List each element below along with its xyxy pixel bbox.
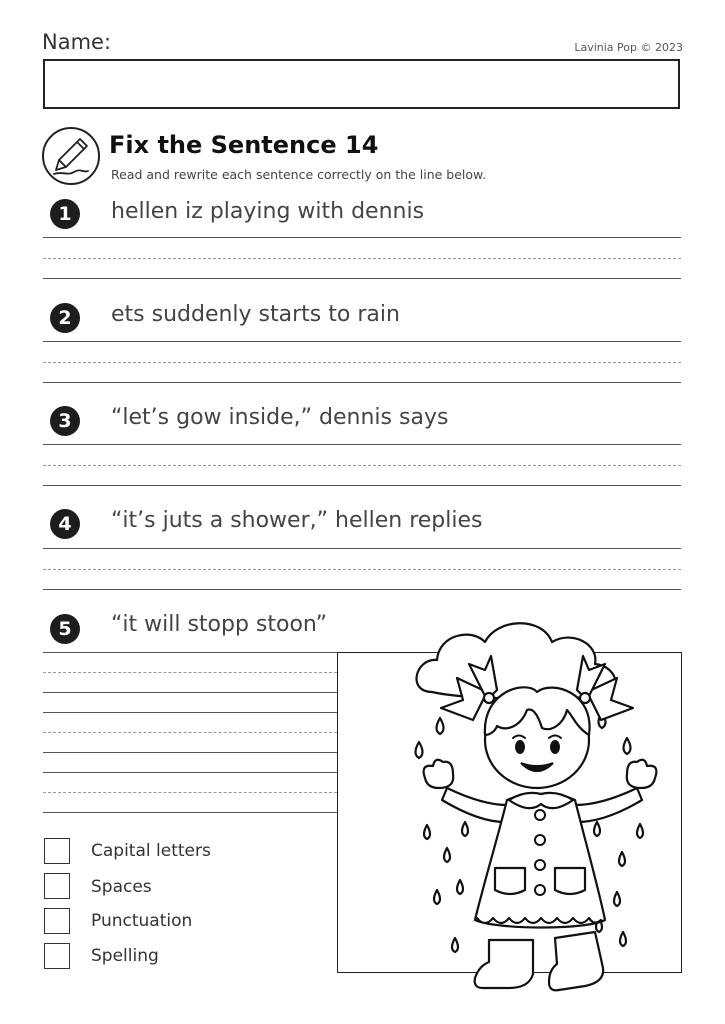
writing-line-base[interactable]	[43, 382, 681, 383]
writing-line-top	[43, 772, 337, 773]
writing-line-base[interactable]	[43, 278, 681, 279]
sentence-text: ets suddenly starts to rain	[111, 302, 400, 327]
writing-line-base[interactable]	[43, 812, 337, 813]
checkbox-capital-letters[interactable]	[44, 838, 70, 864]
writing-line-base[interactable]	[43, 589, 681, 590]
writing-line-mid	[43, 465, 681, 466]
worksheet-instructions: Read and rewrite each sentence correctly on the line below.	[111, 167, 487, 182]
writing-line-top	[43, 712, 337, 713]
sentence-number-badge: 1	[50, 199, 80, 229]
writing-line-top	[43, 341, 681, 342]
checklist-label: Spelling	[91, 946, 159, 966]
writing-line-top	[43, 444, 681, 445]
sentence-text: hellen iz playing with dennis	[111, 199, 425, 224]
writing-line-mid	[43, 732, 337, 733]
sentence-text: “it’s juts a shower,” hellen replies	[111, 508, 483, 533]
girl-in-rain-illustration	[337, 600, 682, 1014]
sentence-number-badge: 4	[50, 509, 80, 539]
writing-line-top	[43, 652, 337, 653]
sentence-number-badge: 2	[50, 303, 80, 333]
sentence-text: “let’s gow inside,” dennis says	[111, 405, 449, 430]
writing-line-mid	[43, 258, 681, 259]
name-label: Name:	[42, 30, 112, 54]
writing-line-mid	[43, 569, 681, 570]
sentence-number-badge: 5	[50, 614, 80, 644]
copyright-credit: Lavinia Pop © 2023	[574, 41, 683, 54]
writing-line-base[interactable]	[43, 752, 337, 753]
writing-line-mid	[43, 362, 681, 363]
writing-line-top	[43, 237, 681, 238]
writing-line-mid	[43, 792, 337, 793]
checklist-label: Punctuation	[91, 911, 193, 931]
sentence-text: “it will stopp stoon”	[111, 612, 328, 637]
checklist-label: Capital letters	[91, 841, 211, 861]
checklist-label: Spaces	[91, 877, 152, 897]
checkbox-spaces[interactable]	[44, 873, 70, 899]
worksheet-title: Fix the Sentence 14	[109, 131, 379, 159]
writing-line-base[interactable]	[43, 485, 681, 486]
checkbox-spelling[interactable]	[44, 943, 70, 969]
writing-line-mid	[43, 672, 337, 673]
name-field[interactable]	[43, 59, 680, 109]
writing-line-base[interactable]	[43, 692, 337, 693]
writing-line-top	[43, 548, 681, 549]
pencil-writing-icon	[42, 127, 100, 185]
checkbox-punctuation[interactable]	[44, 908, 70, 934]
sentence-number-badge: 3	[50, 406, 80, 436]
